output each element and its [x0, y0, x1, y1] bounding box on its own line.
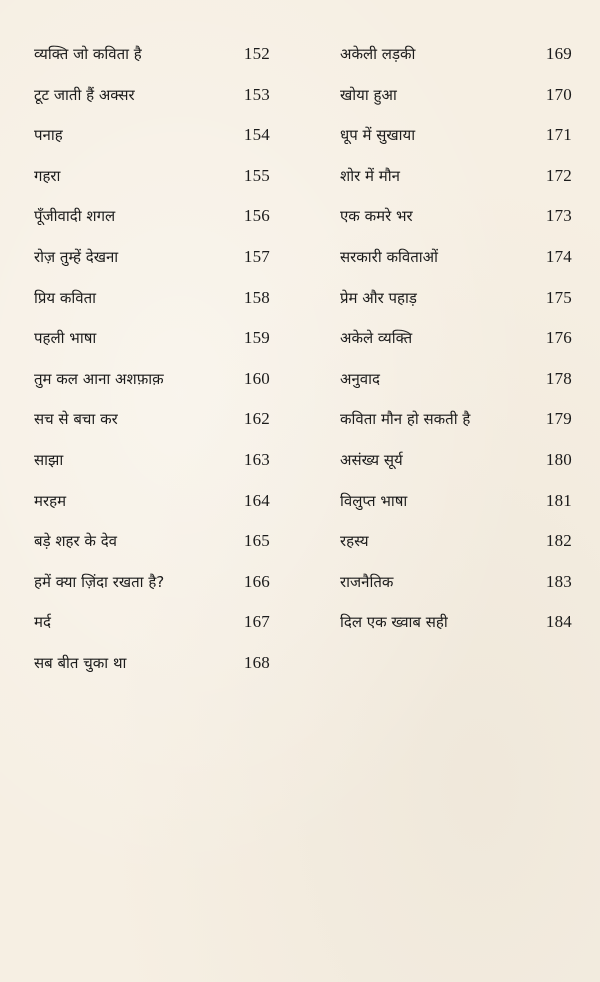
toc-entry-title: प्रेम और पहाड़ — [340, 288, 417, 307]
toc-entry-title: बड़े शहर के देव — [34, 532, 118, 551]
toc-entry-page: 175 — [545, 287, 572, 307]
toc-entry-title: दिल एक ख्वाब सही — [340, 613, 448, 632]
toc-entry — [34, 328, 270, 369]
toc-entry — [340, 85, 572, 126]
toc-entry-page: 167 — [243, 612, 270, 632]
toc-entry-title: पूँजीवादी शगल — [34, 207, 116, 226]
toc-entry-page: 165 — [243, 531, 270, 551]
toc-entry-title: रोज़ तुम्हें देखना — [34, 247, 119, 266]
toc-entry — [34, 85, 270, 126]
toc-entry — [340, 44, 572, 85]
toc-entry-page: 168 — [243, 652, 270, 672]
toc-entry — [34, 491, 270, 532]
toc-entry — [34, 572, 270, 613]
toc-entry-title: अनुवाद — [340, 369, 380, 388]
toc-entry-title: तुम कल आना अशफ़ाक़ — [34, 369, 164, 388]
toc-entry — [34, 247, 270, 288]
toc-column-right — [340, 44, 572, 653]
toc-entry-title: सच से बचा कर — [34, 410, 118, 429]
toc-entry-page: 184 — [545, 612, 572, 632]
toc-entry-title: गहरा — [34, 166, 61, 185]
toc-entry — [340, 491, 572, 532]
toc-entry — [34, 206, 270, 247]
toc-entry — [340, 288, 572, 329]
toc-entry-page: 156 — [243, 206, 270, 226]
toc-entry-title: पनाह — [34, 126, 63, 145]
toc-entry-title: रहस्य — [340, 532, 369, 551]
toc-entry-page: 183 — [545, 571, 572, 591]
toc-entry-page: 176 — [545, 328, 572, 348]
toc-entry-page: 170 — [545, 84, 572, 104]
toc-entry-title: सब बीत चुका था — [34, 653, 127, 672]
toc-entry-title: विलुप्त भाषा — [340, 491, 408, 510]
toc-entry-title: सरकारी कविताओं — [340, 247, 438, 266]
toc-entry — [340, 369, 572, 410]
toc-entry-page: 162 — [243, 409, 270, 429]
toc-entry-title: मर्द — [34, 613, 51, 632]
toc-entry — [34, 612, 270, 653]
toc-entry-title: धूप में सुखाया — [340, 126, 416, 145]
toc-entry — [34, 369, 270, 410]
toc-entry-page: 157 — [243, 246, 270, 266]
toc-entry-title: पहली भाषा — [34, 329, 97, 348]
toc-entry — [340, 409, 572, 450]
toc-entry — [340, 328, 572, 369]
toc-entry-page: 179 — [545, 409, 572, 429]
toc-entry — [340, 531, 572, 572]
toc-entry-title: मरहम — [34, 491, 67, 510]
toc-entry-page: 163 — [243, 449, 270, 469]
toc-entry — [34, 409, 270, 450]
toc-entry — [34, 450, 270, 491]
toc-entry-title: खोया हुआ — [340, 85, 397, 104]
toc-entry — [340, 572, 572, 613]
toc-entry-title: कविता मौन हो सकती है — [340, 410, 471, 429]
toc-entry — [34, 288, 270, 329]
toc-entry-title: हमें क्या ज़िंदा रखता है? — [34, 572, 165, 591]
toc-entry-title: एक कमरे भर — [340, 207, 413, 226]
toc-entry-title: टूट जाती हैं अक्सर — [34, 85, 135, 104]
toc-entry — [34, 653, 270, 694]
toc-entry-title: अकेली लड़की — [340, 45, 416, 63]
toc-entry-page: 153 — [243, 84, 270, 104]
toc-entry — [34, 531, 270, 572]
toc-entry-page: 171 — [545, 125, 572, 145]
toc-entry-page: 160 — [243, 368, 270, 388]
toc-entry — [340, 206, 572, 247]
toc-entry — [340, 166, 572, 207]
toc-entry — [34, 44, 270, 85]
toc-entry-page: 152 — [243, 44, 270, 63]
toc-entry — [340, 450, 572, 491]
toc-entry-page: 173 — [545, 206, 572, 226]
toc-entry-page: 155 — [243, 165, 270, 185]
toc-entry-page: 154 — [243, 125, 270, 145]
toc-entry-page: 159 — [243, 328, 270, 348]
toc-entry-page: 174 — [545, 246, 572, 266]
toc-entry-title: असंख्य सूर्य — [340, 450, 403, 469]
toc-entry-page: 164 — [243, 490, 270, 510]
toc-entry-title: व्यक्ति जो कविता है — [34, 45, 142, 63]
toc-entry — [34, 125, 270, 166]
toc-entry — [340, 247, 572, 288]
toc-entry-title: प्रिय कविता — [34, 288, 97, 307]
toc-entry — [340, 612, 572, 653]
toc-entry-page: 182 — [545, 531, 572, 551]
toc-entry-page: 172 — [545, 165, 572, 185]
toc-entry-title: अकेले व्यक्ति — [340, 329, 413, 348]
toc-entry-page: 166 — [243, 571, 270, 591]
toc-entry-page: 178 — [545, 368, 572, 388]
toc-entry-title: साझा — [34, 450, 64, 469]
toc-entry — [340, 125, 572, 166]
toc-entry-title: शोर में मौन — [340, 166, 400, 185]
toc-entry-page: 158 — [243, 287, 270, 307]
toc-entry-title: राजनैतिक — [340, 572, 394, 591]
toc-entry-page: 180 — [545, 449, 572, 469]
toc-entry-page: 169 — [545, 44, 572, 63]
toc-entry-page: 181 — [545, 490, 572, 510]
toc-entry — [34, 166, 270, 207]
toc-column-left — [34, 44, 270, 694]
